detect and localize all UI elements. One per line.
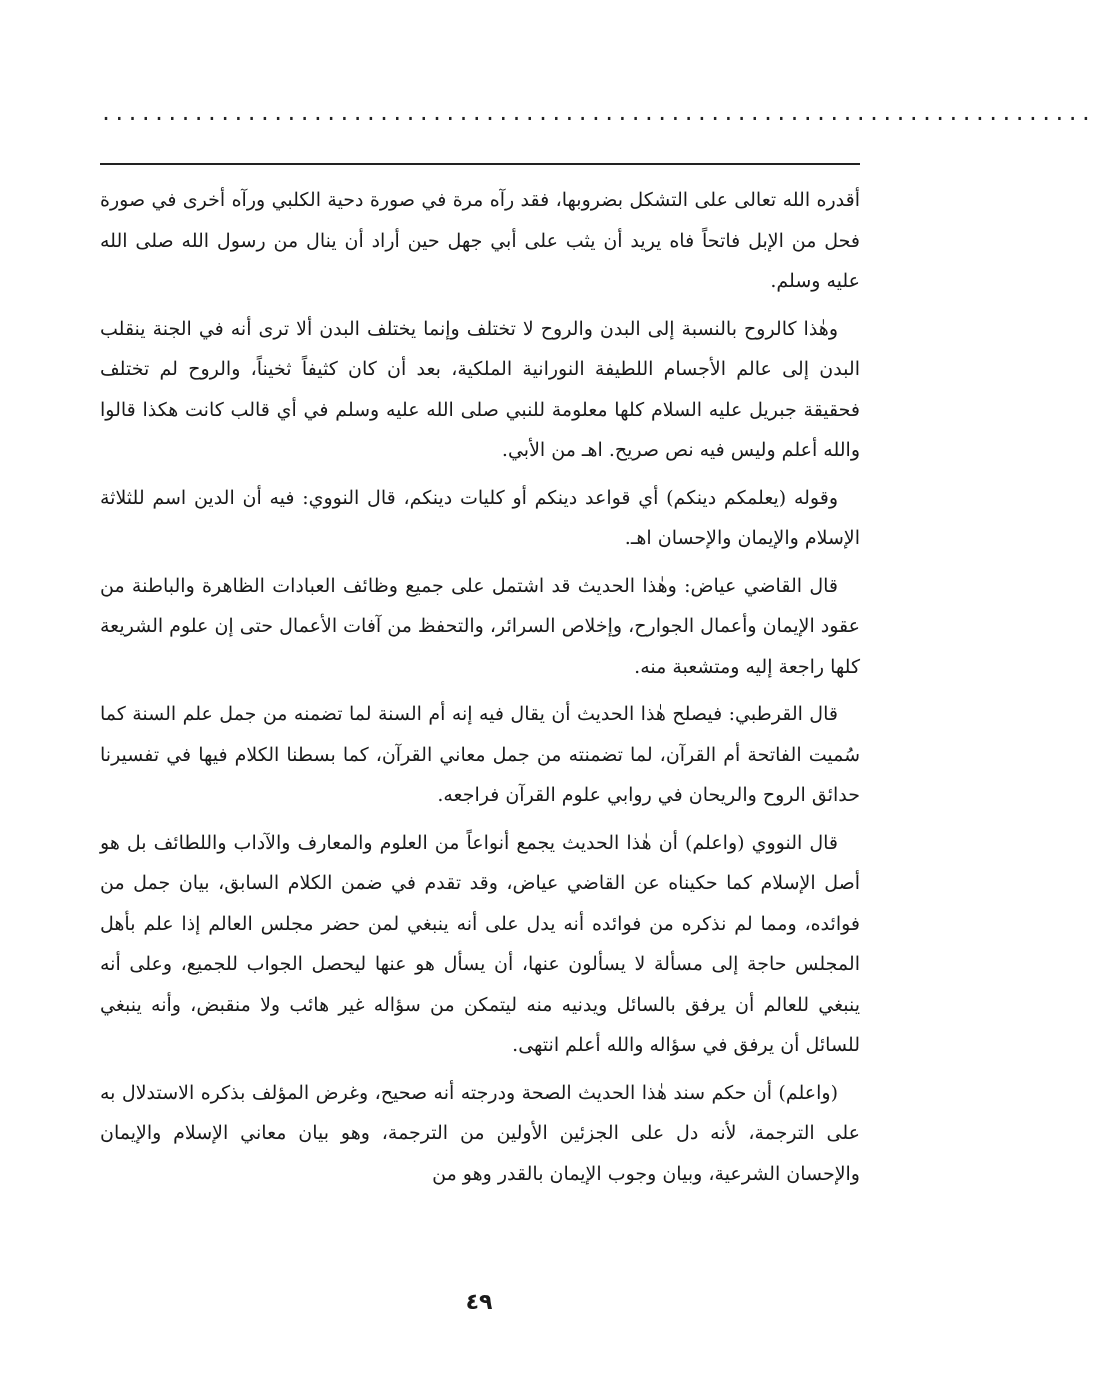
body-text bbox=[100, 180, 860, 1201]
paragraph-6: قال النووي (واعلم) أن هٰذا الحديث يجمع أنواعاً من العلوم والمعارف والآداب واللطائف بل هو أصل الإسلام كما حكيناه عن القاضي عياض، وقد تقدم في ضمن الكلام السابق، بيان جمل من فوائده، ومما لم نذكره من فوائده أنه يدل على أنه ينبغي لمن حضر مجلس العالم إذا علم بأهل المجلس حاجة إلى مسألة لا يسألون عنها، أن يسأل هو عنها ليحصل الجواب للجميع، وعلى أنه ينبغي للعالم أن يرفق بالسائل ويدنيه منه ليتمكن من سؤاله غير هائب ولا منقبض، وأنه ينبغي للسائل أن يرفق في سؤاله والله أعلم انتهى. bbox=[100, 831, 860, 1056]
paragraph-4: قال القاضي عياض: وهٰذا الحديث قد اشتمل على جميع وظائف العبادات الظاهرة والباطنة من عقود الإيمان وأعمال الجوارح، وإخلاص السرائر، والتحفظ من آفات الأعمال حتى إن علوم الشريعة كلها راجعة إليه ومتشعبة منه. bbox=[100, 574, 860, 678]
header-dotted-line: ........................................................................... bbox=[100, 101, 1093, 125]
paragraph-2: وهٰذا كالروح بالنسبة إلى البدن والروح لا تختلف وإنما يختلف البدن ألا ترى أنه في الجنة ينقلب البدن إلى عالم الأجسام اللطيفة النورانية الملكية، بعد أن كان كثيفاً ثخيناً، والروح لم تختلف فحقيقة جبريل عليه السلام كلها معلومة للنبي صلى الله عليه وسلم في أي قالب كانت هكذا قالوا والله أعلم وليس فيه نص صريح. اهـ من الأبي. bbox=[100, 317, 860, 461]
header-rule bbox=[100, 163, 860, 165]
paragraph-7: (واعلم) أن حكم سند هٰذا الحديث الصحة ودرجته أنه صحيح، وغرض المؤلف بذكره الاستدلال به على الترجمة، لأنه دل على الجزئين الأولين من الترجمة، وهو بيان معاني الإسلام والإيمان والإحسان الشرعية، وبيان وجوب الإيمان بالقدر وهو من bbox=[100, 1081, 860, 1185]
paragraph-1: أقدره الله تعالى على التشكل بضروبها، فقد رآه مرة في صورة دحية الكلبي ورآه أخرى في صورة فحل من الإبل فاتحاً فاه يريد أن يثب على أبي جهل حين أراد أن ينال من رسول الله صلى الله عليه وسلم. bbox=[100, 189, 860, 292]
paragraph-5: قال القرطبي: فيصلح هٰذا الحديث أن يقال فيه إنه أم السنة لما تضمنه من جمل علم السنة كما سُميت الفاتحة أم القرآن، لما تضمنته من جمل معاني القرآن، كما بسطنا الكلام فيها في تفسيرنا حدائق الروح والريحان في روابي علوم القرآن فراجعه. bbox=[100, 703, 860, 806]
paragraph-3: وقوله (يعلمكم دينكم) أي قواعد دينكم أو كليات دينكم، قال النووي: فيه أن الدين اسم للثلاثة الإسلام والإيمان والإحسان اهـ. bbox=[100, 486, 860, 549]
page-number: ٤٩ bbox=[465, 1290, 493, 1315]
